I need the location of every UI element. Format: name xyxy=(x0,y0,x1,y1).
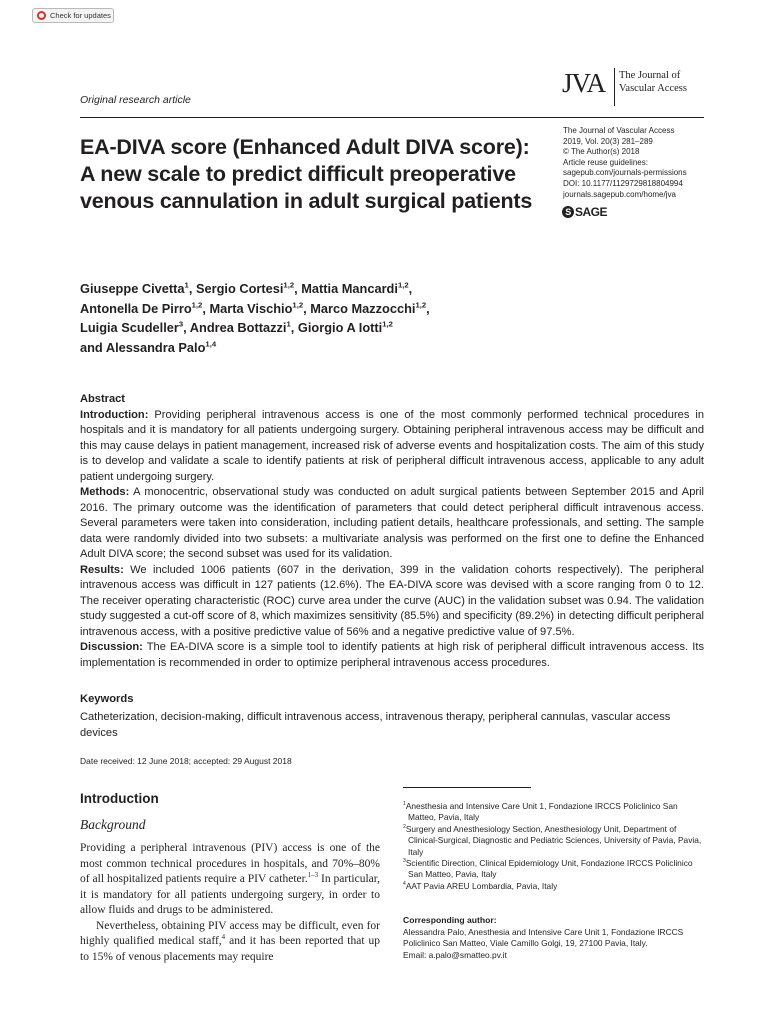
abstract-introduction: Introduction: Providing peripheral intravenous access is one of the most commonly performed technical procedures in hospitals and it is mandatory for all patients undergoing surgery. Obtaining peripheral intravenous access may be difficult and this may cause delays in patient management, increased risk of adverse events and hospitalization costs. The aim of this study is to develop and validate a scale to identify patients at risk of peripheral difficult intravenous access, applicable to any adult patient undergoing surgery. xyxy=(80,408,704,483)
corresponding-email[interactable]: Email: a.palo@smatteo.pv.it xyxy=(403,949,507,960)
author: Mattia Mancardi$^{1,2}$, xyxy=(301,280,413,296)
keywords-heading: Keywords xyxy=(80,693,134,705)
corresponding-author-details xyxy=(403,927,705,961)
author: Marco Mazzocchi$^{1,2}$, xyxy=(310,300,430,316)
corresponding-address: Alessandra Palo, Anesthesia and Intensive Care Unit 1, Fondazione IRCCS Policlinico San Matteo, Viale Camillo Golgi, 19, 27100 Pavia, Italy. xyxy=(403,927,684,949)
update-icon xyxy=(37,11,46,20)
author-list xyxy=(80,279,550,357)
keywords-text: Catheterization, decision-making, difficult intravenous access, intravenous therapy, peripheral cannulas, vascular access devices xyxy=(80,711,671,739)
author: and Alessandra Palo$^{1,4}$ xyxy=(80,339,217,355)
journal-info xyxy=(563,126,713,200)
paragraph: Nevertheless, obtaining PIV access may be difficult, even for highly qualified medical staff,$^4$ and it has been reported that up to 15% of venous placements may require xyxy=(80,919,380,963)
paper-title: EA-DIVA score (Enhanced Adult DIVA score): A new scale to predict difficult preoperative venous cannulation in adult surgical patients xyxy=(80,135,533,213)
citation-link[interactable]: 1–3 xyxy=(307,872,319,880)
publisher-name: SAGE xyxy=(575,205,608,219)
affiliation: $^1$Anesthesia and Intensive Care Unit 1, Fondazione IRCCS Policlinico San Matteo, Pavia, Italy xyxy=(403,801,678,823)
header-divider xyxy=(80,117,704,118)
author: Luigia Scudeller$^3$, xyxy=(80,319,190,335)
citation-link[interactable]: 4 xyxy=(221,934,226,942)
journal-name-line-1: The Journal of xyxy=(619,70,681,81)
author: Marta Vischio$^{1,2}$, xyxy=(209,300,311,316)
sage-s-icon: S xyxy=(562,206,574,218)
journal-info-line: Article reuse guidelines: xyxy=(563,157,648,167)
author: Antonella De Pirro$^{1,2}$, xyxy=(80,300,210,316)
journal-home-link[interactable]: journals.sagepub.com/home/jva xyxy=(563,189,676,199)
affiliation: $^4$AAT Pavia AREU Lombardia, Pavia, Italy xyxy=(403,880,558,891)
affiliation-divider xyxy=(403,787,531,788)
paragraph: Providing a peripheral intravenous (PIV) access is one of the most common technical procedures in hospitals, and 70%–80% of all hospitalized patients require a PIV catheter.$^{1-3}$ In particular, it is mandatory for all patients undergoing surgery, in order to allow fluids and drugs to be administered. xyxy=(80,842,381,916)
author: Giuseppe Civetta$^1$, xyxy=(80,280,196,296)
author: Andrea Bottazzi$^1$, xyxy=(189,319,298,335)
journal-name-line-2: Vascular Access xyxy=(619,83,687,94)
article-type: Original research article xyxy=(80,94,191,106)
author: Sergio Cortesi$^{1,2}$, xyxy=(195,280,302,296)
journal-name xyxy=(619,69,709,95)
check-for-updates-label: Check for updates xyxy=(50,11,111,20)
abstract-discussion: Discussion: The EA-DIVA score is a simple tool to identify patients at high risk of peripheral difficult intravenous access. Its implementation is recommended in order to optimize peripheral intravenous access procedures. xyxy=(80,641,704,669)
introduction-body xyxy=(80,841,380,965)
journal-info-line: The Journal of Vascular Access xyxy=(563,126,675,135)
logo-divider xyxy=(614,68,615,106)
background-subheading: Background xyxy=(80,817,146,832)
abstract-heading: Abstract xyxy=(80,393,126,405)
affiliation: $^2$Surgery and Anesthesiology Section, Anesthesiology Unit, Department of Clinical-Surgical, Diagnostic and Pediatric Sciences, University of Pavia, Pavia, Italy xyxy=(403,823,702,857)
abstract-methods: Methods: A monocentric, observational study was conducted on adult surgical patients between September 2015 and April 2016. The primary outcome was the identification of parameters that could detect peripheral difficult intravenous access. Several parameters were taken into consideration, including patient details, healthcare professionals, and setting. The sample data were randomly divided into two subsets: a multivariate analysis was performed on the first one to define the Enhanced Adult DIVA score; the second subset was used for its validation. xyxy=(80,486,704,560)
abstract xyxy=(80,392,704,671)
permissions-link[interactable]: sagepub.com/journals-permissions xyxy=(563,168,687,178)
doi-link[interactable]: DOI: 10.1177/1129729818804994 xyxy=(563,178,683,188)
journal-logo: JVA xyxy=(562,68,606,98)
abstract-results: Results: We included 1006 patients (607 in the derivation, 399 in the validation cohorts respectively). The peripheral intravenous access was difficult in 127 patients (12.6%). The EA-DIVA score was devised with a score ranging from 0 to 12. The receiver operating characteristic (ROC) curve area under the curve (AUC) in the validation subset was 0.94. The validation study suggested a cut-off score of 8, which maximizes sensitivity (85.5%) and specificity (89.2%) in detecting difficult peripheral intravenous access, with a positive predictive value of 56% and a negative predictive value of 97.5%. xyxy=(80,563,704,638)
introduction-heading: Introduction xyxy=(80,791,159,806)
author: Giorgio A Iotti$^{1,2}$ xyxy=(297,319,393,335)
journal-info-line: © The Author(s) 2018 xyxy=(563,147,640,157)
affiliation: $^3$Scientific Direction, Clinical Epidemiology Unit, Fondazione IRCCS Policlinico San Matteo, Pavia, Italy xyxy=(403,858,693,880)
affiliations xyxy=(403,801,705,892)
received-dates: Date received: 12 June 2018; accepted: 29 August 2018 xyxy=(80,756,292,766)
journal-info-line: 2019, Vol. 20(3) 281–289 xyxy=(563,136,653,146)
publisher-logo xyxy=(562,205,607,219)
check-for-updates-button[interactable] xyxy=(32,8,114,23)
corresponding-author-heading: Corresponding author: xyxy=(403,915,497,925)
